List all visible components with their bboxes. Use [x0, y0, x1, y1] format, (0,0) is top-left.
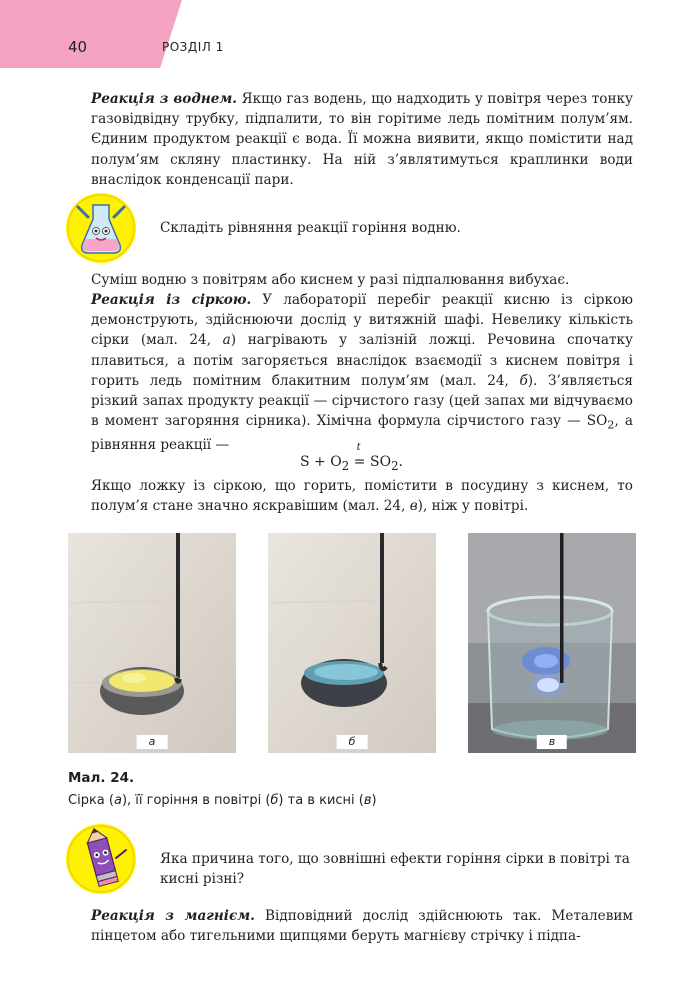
lead-hydrogen: Реакція з воднем.	[91, 91, 238, 107]
figure-caption	[68, 793, 377, 808]
eq-condition: t	[356, 442, 361, 453]
eq-sub2: 2	[391, 458, 399, 473]
photo-label-c: в	[537, 735, 567, 749]
ref-a: а	[222, 332, 231, 349]
section-title: РОЗДІЛ 1	[162, 40, 224, 54]
ref-c: в	[409, 498, 418, 515]
eq-equals: =	[353, 454, 366, 470]
text-sulfur-d: , а рівняння реакції —	[91, 413, 633, 454]
caption-ref-b: б	[270, 793, 279, 808]
text-oxygen-b: ), ніж у повітрі.	[417, 498, 529, 515]
paragraph-oxygen	[91, 476, 633, 516]
paragraph-magnesium	[91, 906, 633, 946]
paragraph-mixture: Суміш водню з повітрям або киснем у разі підпалювання вибухає.	[91, 272, 570, 288]
lead-magnesium: Реакція з магнієм.	[91, 908, 255, 924]
paragraph-hydrogen	[91, 89, 633, 190]
task-sulfur-question: Яка причина того, що зовнішні ефекти горіння сірки в повітрі та кисні різні?	[160, 851, 630, 888]
photo-label-b: б	[337, 735, 368, 749]
sulfur-equation	[300, 442, 403, 473]
eq-end: .	[398, 454, 403, 470]
text-sulfur-a: У лабораторії перебіг реакції кисню із сіркою демонструють, здійснюючи дослід у витяжній шафі. Невелику кількість сірки (мал. 24,	[91, 292, 633, 349]
task-hydrogen-equation: Складіть рівняння реакції горіння водню.	[160, 220, 461, 236]
paragraph-sulfur	[91, 290, 633, 455]
figure-title: Мал. 24.	[68, 770, 135, 786]
photo-sulfur-burning-oxygen	[468, 533, 636, 753]
eq-sign	[353, 442, 366, 470]
eq-left: S + O	[300, 454, 342, 470]
text-sulfur-c: ). З’являється різкий запах продукту реакції — сірчистого газу (цей запах ми відчуваємо в момент загоряння сірника). Хімічна формула сірчистого газу — SO	[91, 372, 633, 430]
caption-ref-a: а	[113, 793, 122, 808]
subscript-2: 2	[607, 417, 615, 432]
pencil-mascot-icon	[66, 824, 136, 894]
eq-sub1: 2	[341, 458, 350, 473]
ref-b: б	[519, 372, 528, 389]
caption-part-4: )	[371, 793, 377, 808]
page-corner-decoration	[0, 0, 182, 68]
caption-ref-c: в	[363, 793, 372, 808]
text-magnesium: Відповідний дослід здійснюють так. Металевим пінцетом або тигельними щипцями беруть магнієву стрічку і підпа-	[91, 908, 633, 945]
photo-sulfur-spoon	[68, 533, 236, 753]
page-number: 40	[68, 38, 88, 56]
flask-mascot-icon	[66, 193, 136, 263]
text-hydrogen: Якщо газ водень, що надходить у повітря через тонку газовідвідну трубку, підпалити, то він горітиме ледь помітним полум’ям. Єдиним продуктом реакції є вода. Її можна виявити, якщо помістити над полум’ям скляну пластинку. На ній з’являтимуться краплинки води внаслідок конденсації пари.	[91, 91, 633, 188]
caption-part-3: ) та в кисні (	[278, 793, 364, 808]
photo-label-a: а	[137, 735, 168, 749]
caption-part-2: ), її горіння в повітрі (	[121, 793, 271, 808]
photo-sulfur-burning-air	[268, 533, 436, 753]
text-sulfur-b: ) нагрівають у залізній ложці. Речовина спочатку плавиться, а потім загоряється внаслідок взаємодії з киснем повітря і горить ледь помітним блакитним полум’ям (мал. 24,	[91, 332, 633, 389]
caption-part-1: Сірка (	[68, 793, 114, 808]
lead-sulfur: Реакція із сіркою.	[91, 292, 252, 308]
text-oxygen-a: Якщо ложку із сіркою, що горить, помістити в посудину з киснем, то полум’я стане значно яскравішим (мал. 24,	[91, 478, 633, 515]
eq-right: SO	[370, 454, 392, 470]
